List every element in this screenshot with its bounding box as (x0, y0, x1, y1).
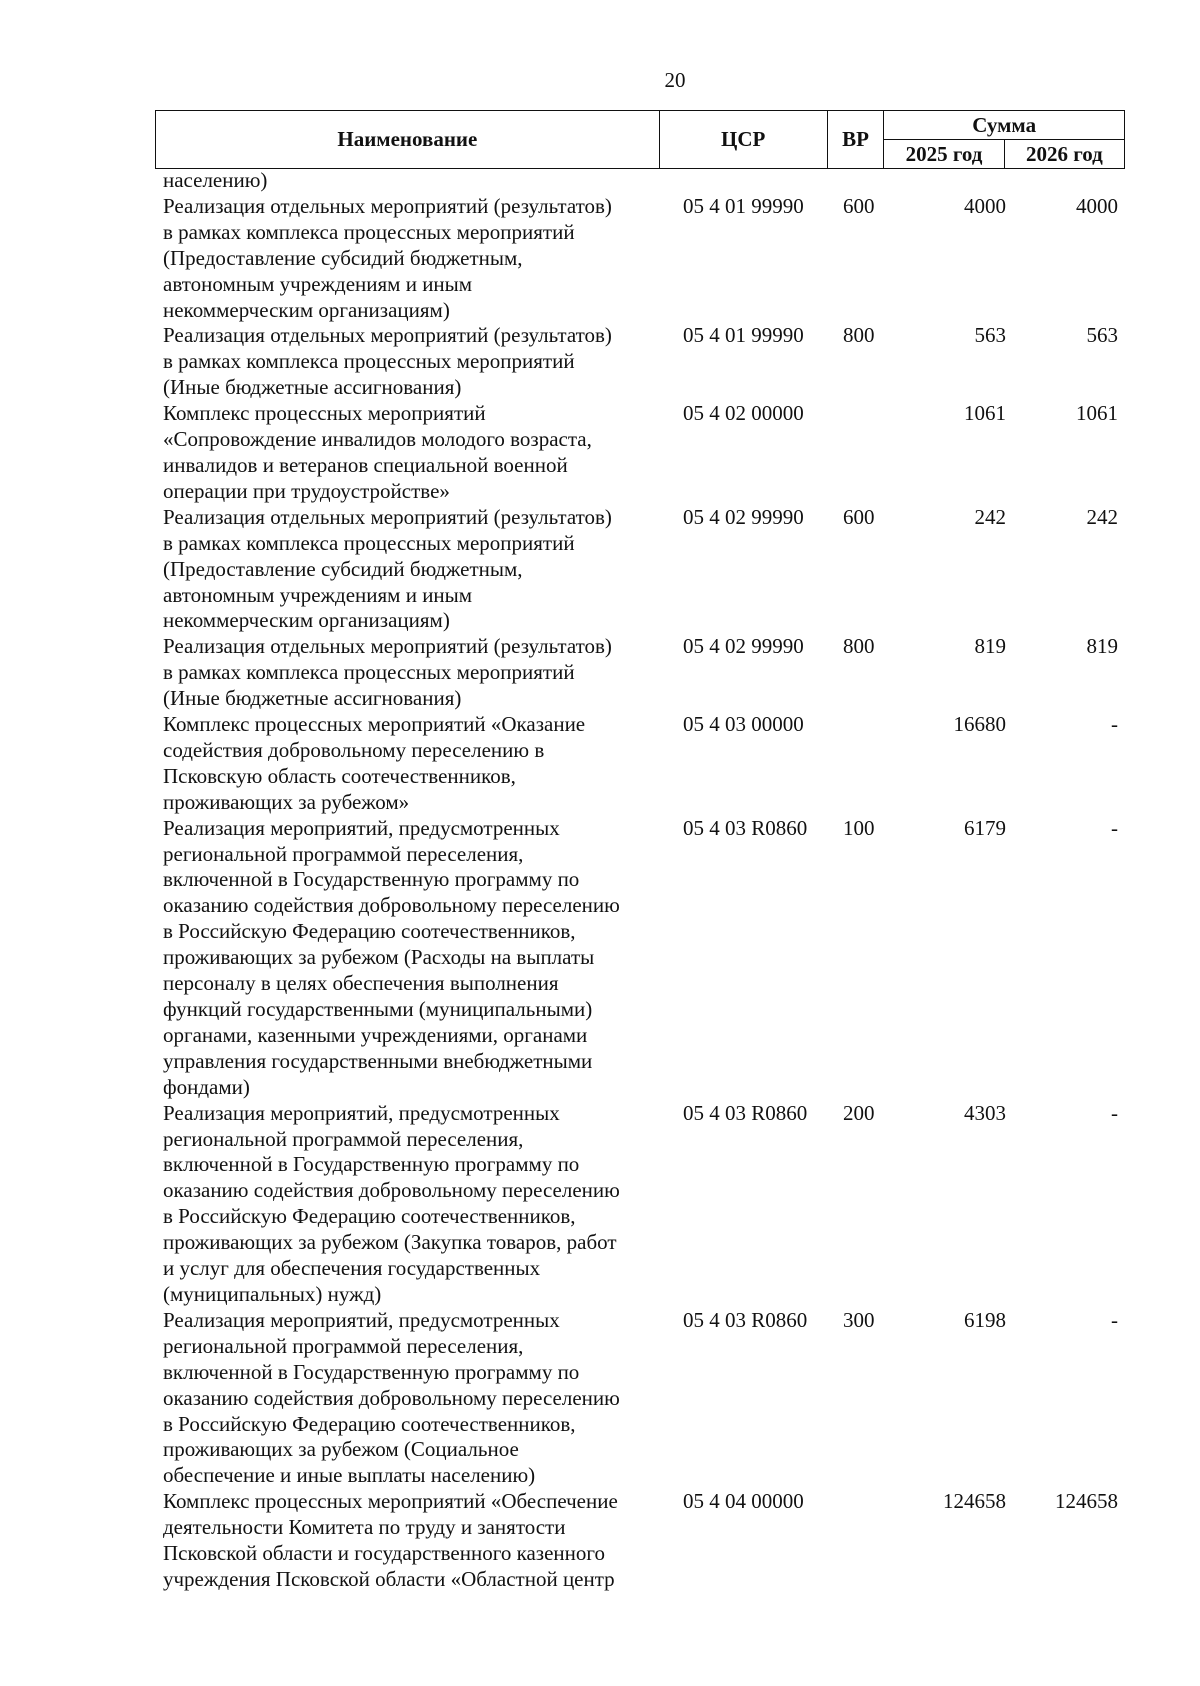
row-2025: 242 (974, 504, 1006, 529)
table-row (163, 1308, 1123, 1489)
row-vr: 300 (843, 1307, 875, 1332)
header-vr: ВР (827, 111, 884, 169)
row-csr: 05 4 03 R0860 (683, 1307, 808, 1332)
row-name: Реализация отдельных мероприятий (результатов) в рамках комплекса процессных мероприятий (Иные бюджетные ассигнования) (163, 634, 612, 711)
row-csr: 05 4 02 00000 (683, 401, 804, 426)
row-csr: 05 4 02 99990 (683, 504, 804, 529)
row-2025: 124658 (943, 1489, 1006, 1514)
row-2025: 1061 (964, 401, 1006, 426)
row-2026: - (1111, 1307, 1118, 1332)
row-csr: 05 4 04 00000 (683, 1489, 804, 1514)
row-csr: 05 4 01 99990 (683, 193, 804, 218)
table-header (155, 110, 1125, 169)
row-2025: 16680 (953, 712, 1006, 737)
row-2026: 242 (1086, 504, 1118, 529)
header-csr: ЦСР (659, 111, 827, 169)
table-row (163, 401, 1123, 505)
table-row (163, 194, 1123, 324)
row-2026: 4000 (1076, 193, 1118, 218)
table-body (163, 168, 1123, 1593)
row-2025: 563 (974, 323, 1006, 348)
row-name: Реализация мероприятий, предусмотренных региональной программой переселения, включенной в Государственную программу по оказанию содействия добровольному переселению в Российскую Федерацию соотечественников, проживающих за рубежом (Социальное обеспечение и иные выплаты населению) (163, 1307, 620, 1488)
header-sum: Сумма (884, 111, 1125, 140)
row-name: Реализация отдельных мероприятий (результатов) в рамках комплекса процессных мероприятий (Предоставление субсидий бюджетным, автономным учреждениям и иным некоммерческим организациям) (163, 193, 612, 322)
row-vr: 600 (843, 193, 875, 218)
row-name: Реализация отдельных мероприятий (результатов) в рамках комплекса процессных мероприятий (Иные бюджетные ассигнования) (163, 323, 612, 400)
row-vr: 800 (843, 323, 875, 348)
row-name: Комплекс процессных мероприятий «Оказание содействия добровольному переселению в Псковскую область соотечественников, проживающих за рубежом» (163, 712, 586, 814)
row-2025: 4000 (964, 193, 1006, 218)
row-2025: 819 (974, 634, 1006, 659)
row-2026: 563 (1086, 323, 1118, 348)
row-vr: 100 (843, 815, 875, 840)
row-csr: 05 4 03 R0860 (683, 815, 808, 840)
page-number: 20 (664, 68, 686, 92)
row-csr: 05 4 03 R0860 (683, 1100, 808, 1125)
table-row (163, 1101, 1123, 1308)
row-name: Реализация мероприятий, предусмотренных региональной программой переселения, включенной в Государственную программу по оказанию содействия добровольному переселению в Российскую Федерацию соотечественников, проживающих за рубежом (Расходы на выплаты персоналу в целях обеспечения выполнения функций государственными (муниципальными) органами, казенными учреждениями, органами управления государственными внебюджетными фондами) (163, 815, 620, 1099)
row-name: Реализация отдельных мероприятий (результатов) в рамках комплекса процессных мероприятий (Предоставление субсидий бюджетным, автономным учреждениям и иным некоммерческим организациям) (163, 504, 612, 633)
row-vr: 800 (843, 634, 875, 659)
table-row (163, 505, 1123, 635)
table-row (163, 712, 1123, 816)
row-2025: 6198 (964, 1307, 1006, 1332)
header-year-2026: 2026 год (1004, 140, 1124, 169)
row-csr: 05 4 03 00000 (683, 712, 804, 737)
row-name: Реализация мероприятий, предусмотренных региональной программой переселения, включенной в Государственную программу по оказанию содействия добровольному переселению в Российскую Федерацию соотечественников, проживающих за рубежом (Закупка товаров, работ и услуг для обеспечения государственных (муниципальных) нужд) (163, 1100, 620, 1306)
header-name: Наименование (156, 111, 660, 169)
row-2026: - (1111, 815, 1118, 840)
header-year-2025: 2025 год (884, 140, 1004, 169)
row-2026: - (1111, 712, 1118, 737)
table-row (163, 1489, 1123, 1593)
row-name: Комплекс процессных мероприятий «Обеспечение деятельности Комитета по труду и занятости Псковской области и государственного казенного учреждения Псковской области «Областной центр (163, 1489, 618, 1591)
row-csr: 05 4 01 99990 (683, 323, 804, 348)
row-2025: 4303 (964, 1100, 1006, 1125)
table-row (163, 634, 1123, 712)
row-vr: 600 (843, 504, 875, 529)
row-2026: 124658 (1055, 1489, 1118, 1514)
table-row (163, 168, 1123, 194)
row-name: населению) (163, 168, 268, 192)
row-2025: 6179 (964, 815, 1006, 840)
row-2026: 819 (1086, 634, 1118, 659)
row-name: Комплекс процессных мероприятий «Сопровождение инвалидов молодого возраста, инвалидов и ветеранов специальной военной операции при трудоустройстве» (163, 401, 592, 503)
table-row (163, 816, 1123, 1101)
row-2026: 1061 (1076, 401, 1118, 426)
row-csr: 05 4 02 99990 (683, 634, 804, 659)
row-vr: 200 (843, 1100, 875, 1125)
table-row (163, 323, 1123, 401)
row-2026: - (1111, 1100, 1118, 1125)
